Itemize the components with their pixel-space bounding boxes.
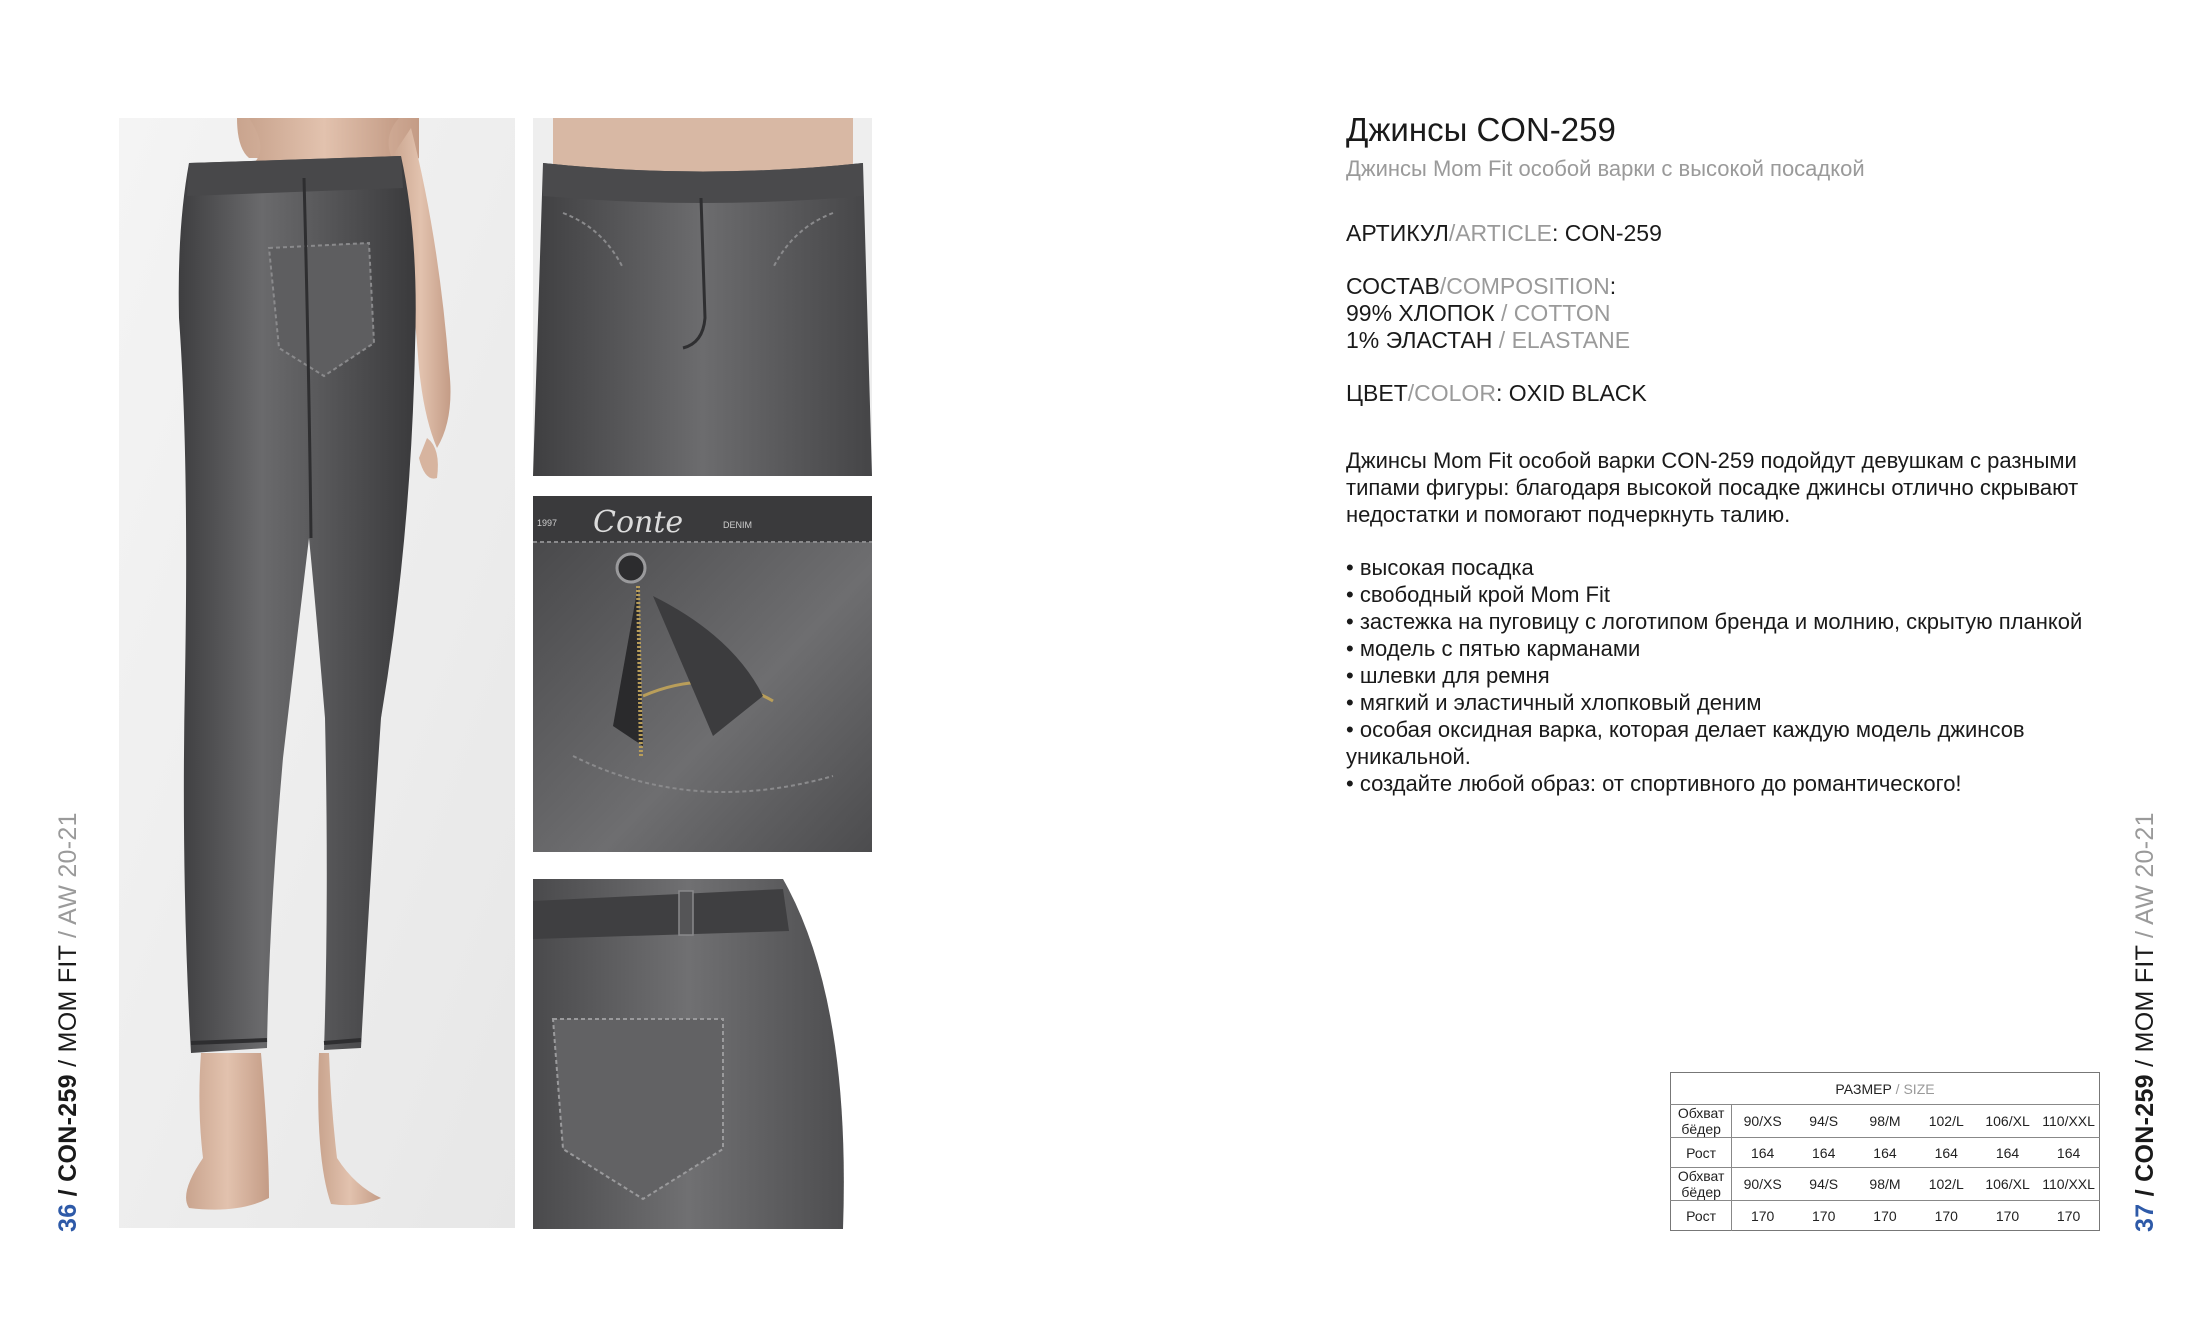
color-value: : OXID BLACK <box>1495 380 1647 406</box>
table-cell: 94/S <box>1793 1105 1854 1138</box>
color-label-en: /COLOR <box>1407 380 1496 406</box>
season-label: / AW 20-21 <box>2131 812 2159 938</box>
table-cell: 164 <box>1977 1138 2038 1168</box>
composition-cotton-en: / COTTON <box>1494 300 1611 326</box>
feature-item: • шлевки для ремня <box>1346 662 2136 689</box>
row-label: Рост <box>1671 1138 1732 1168</box>
table-cell: 164 <box>1916 1138 1977 1168</box>
table-cell: 110/XXL <box>2038 1168 2099 1201</box>
season-label: / AW 20-21 <box>54 812 82 938</box>
row-label: Обхват бёдер <box>1671 1105 1732 1138</box>
table-cell: 170 <box>1854 1201 1915 1231</box>
composition-elastane: 1% ЭЛАСТАН <box>1346 327 1493 353</box>
table-cell: 170 <box>1977 1201 2038 1231</box>
table-cell: 170 <box>1793 1201 1854 1231</box>
table-cell: 170 <box>1916 1201 1977 1231</box>
row-label: Рост <box>1671 1201 1732 1231</box>
table-cell: 102/L <box>1916 1105 1977 1138</box>
table-row <box>1671 1201 2100 1231</box>
woman-back-view-photo <box>119 118 515 1228</box>
table-cell: 164 <box>1732 1138 1793 1168</box>
composition-label: СОСТАВ <box>1346 273 1440 299</box>
page-number: 36 <box>54 1203 82 1232</box>
feature-item: • особая оксидная варка, которая делает каждую модель джинсов уникальной. <box>1346 716 2136 770</box>
feature-item: • высокая посадка <box>1346 554 2136 581</box>
fit-name: / MOM FIT <box>54 937 82 1075</box>
spec-composition <box>1346 273 2106 354</box>
article-label-en: /ARTICLE <box>1448 220 1552 246</box>
product-description: Джинсы Mom Fit особой варки CON-259 подойдут девушкам с разными типами фигуры: благодаря высокой посадке джинсы отлично скрывают недостатки и помогают подчеркнуть талию. <box>1346 448 2079 527</box>
waistband-year: 1997 <box>537 518 558 528</box>
jeans-front-closeup-photo <box>533 118 872 476</box>
table-cell: 164 <box>1854 1138 1915 1168</box>
table-row <box>1671 1168 2100 1201</box>
back-pocket-closeup-photo <box>533 879 872 1229</box>
feature-item: • свободный крой Mom Fit <box>1346 581 2136 608</box>
color-label: ЦВЕТ <box>1346 380 1408 406</box>
table-cell: 170 <box>2038 1201 2099 1231</box>
waistband-denim-label: DENIM <box>723 520 752 530</box>
feature-item: • застежка на пуговицу с логотипом бренда и молнию, скрытую планкой <box>1346 608 2136 635</box>
row-label: Обхват бёдер <box>1671 1168 1732 1201</box>
size-table-header <box>1671 1073 2100 1105</box>
composition-elastane-en: / ELASTANE <box>1492 327 1631 353</box>
table-cell: 90/XS <box>1732 1105 1793 1138</box>
product-title: Джинсы CON-259 <box>1346 111 1616 148</box>
table-cell: 98/M <box>1854 1168 1915 1201</box>
page-number: 37 <box>2131 1203 2159 1232</box>
page-side-label-right <box>2131 812 2160 1232</box>
table-cell: 94/S <box>1793 1168 1854 1201</box>
fit-name: / MOM FIT <box>2131 937 2159 1075</box>
article-label: АРТИКУЛ <box>1346 220 1449 246</box>
product-code: CON-259 <box>2131 1074 2159 1182</box>
table-cell: 98/M <box>1854 1105 1915 1138</box>
table-cell: 170 <box>1732 1201 1793 1231</box>
composition-label-en: /COMPOSITION <box>1439 273 1610 299</box>
page-side-label-left <box>54 812 83 1232</box>
table-cell: 102/L <box>1916 1168 1977 1201</box>
table-row <box>1671 1138 2100 1168</box>
waistband-zipper-detail-photo <box>533 496 872 852</box>
table-cell: 106/XL <box>1977 1105 2038 1138</box>
product-code: CON-259 <box>54 1074 82 1182</box>
composition-cotton: 99% ХЛОПОК <box>1346 300 1495 326</box>
article-value: : CON-259 <box>1551 220 1662 246</box>
spec-color <box>1346 380 2106 407</box>
composition-colon: : <box>1609 273 1617 299</box>
label-separator: / <box>2131 1181 2159 1204</box>
spec-article <box>1346 220 2106 247</box>
feature-item: • мягкий и эластичный хлопковый деним <box>1346 689 2136 716</box>
feature-list <box>1346 554 2136 797</box>
table-cell: 164 <box>2038 1138 2099 1168</box>
label-separator: / <box>54 1181 82 1204</box>
table-cell: 90/XS <box>1732 1168 1793 1201</box>
product-subtitle: Джинсы Mom Fit особой варки с высокой посадкой <box>1346 156 1865 181</box>
feature-item: • создайте любой образ: от спортивного до романтического! <box>1346 770 2136 797</box>
size-table <box>1670 1072 2100 1231</box>
feature-item: • модель с пятью карманами <box>1346 635 2136 662</box>
size-table-title: РАЗМЕР / SIZE <box>1835 1080 1935 1097</box>
table-cell: 110/XXL <box>2038 1105 2099 1138</box>
table-cell: 106/XL <box>1977 1168 2038 1201</box>
table-row <box>1671 1105 2100 1138</box>
table-cell: 164 <box>1793 1138 1854 1168</box>
brand-logo: Conte <box>593 505 684 540</box>
